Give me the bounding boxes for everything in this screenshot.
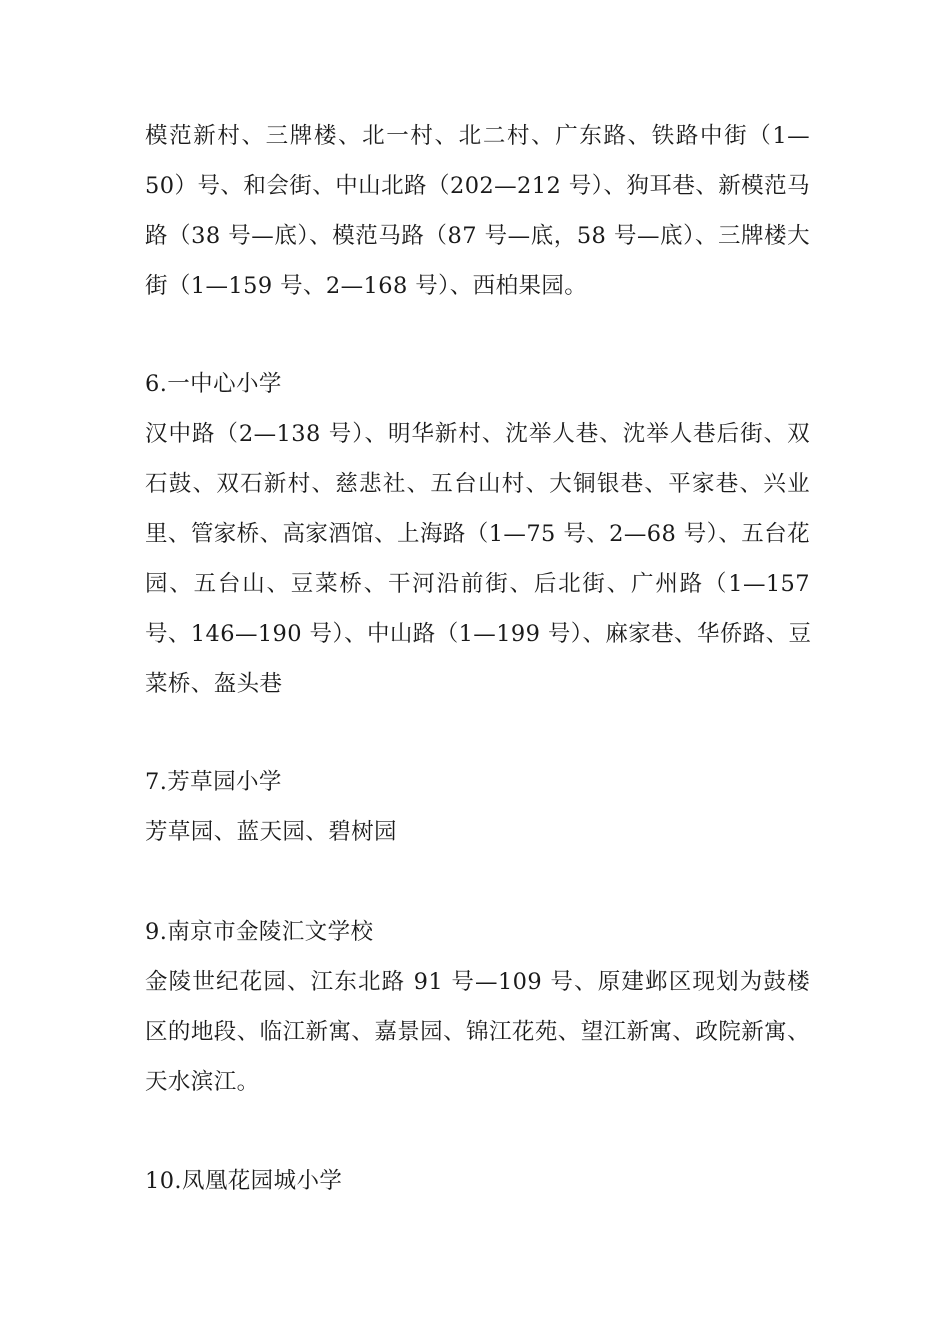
paragraph-block-1 <box>145 111 810 311</box>
paragraph-line: 号、146—190 号）、中山路（1—199 号）、麻家巷、华侨路、豆 <box>145 621 812 647</box>
paragraph-line: 金陵世纪花园、江东北路 91 号—109 号、原建邺区现划为鼓楼 <box>145 969 810 995</box>
section-heading: 6.一中心小学 <box>145 371 282 397</box>
paragraph-line: 菜桥、盔头巷 <box>145 671 283 697</box>
paragraph-line: 天水滨江。 <box>145 1069 260 1095</box>
section-6 <box>145 359 810 709</box>
paragraph-line: 模范新村、三牌楼、北一村、北二村、广东路、铁路中街（1— <box>145 123 810 149</box>
paragraph-line: 路（38 号—底）、模范马路（87 号—底，58 号—底）、三牌楼大 <box>145 223 810 249</box>
section-9 <box>145 907 810 1107</box>
paragraph-line: 50）号、和会街、中山北路（202—212 号）、狗耳巷、新模范马 <box>145 173 810 199</box>
paragraph-line: 里、管家桥、高家酒馆、上海路（1—75 号、2—68 号）、五台花 <box>145 521 810 547</box>
section-heading: 10.凤凰花园城小学 <box>145 1168 343 1194</box>
paragraph-line: 汉中路（2—138 号）、明华新村、沈举人巷、沈举人巷后街、双 <box>145 421 810 447</box>
paragraph-line: 区的地段、临江新寓、嘉景园、锦江花苑、望江新寓、政院新寓、 <box>145 1019 810 1045</box>
paragraph-line: 街（1—159 号、2—168 号）、西柏果园。 <box>145 273 588 299</box>
section-heading: 7.芳草园小学 <box>145 769 282 795</box>
paragraph-line: 石鼓、双石新村、慈悲社、五台山村、大铜银巷、平家巷、兴业 <box>145 471 810 497</box>
paragraph-line: 园、五台山、豆菜桥、干河沿前街、后北街、广州路（1—157 <box>145 571 810 597</box>
section-7 <box>145 757 810 857</box>
section-heading: 9.南京市金陵汇文学校 <box>145 919 374 945</box>
section-10 <box>145 1156 810 1206</box>
paragraph-line: 芳草园、蓝天园、碧树园 <box>145 819 397 845</box>
